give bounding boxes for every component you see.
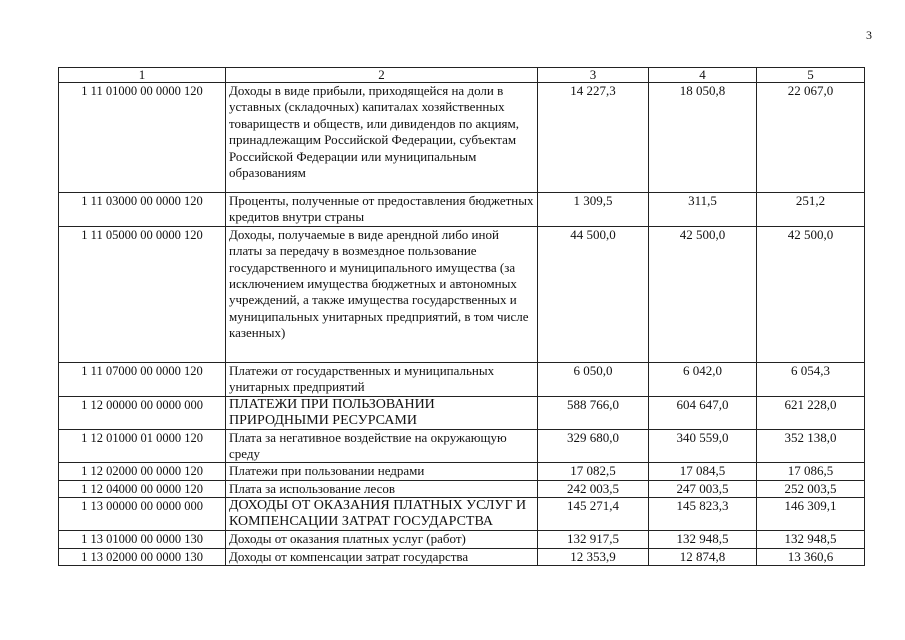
- value-col5: 251,2: [757, 193, 865, 227]
- value-col3: 132 917,5: [538, 531, 649, 548]
- value-col4: 604 647,0: [649, 396, 757, 429]
- revenue-name: Доходы в виде прибыли, приходящейся на доли в уставных (складочных) капиталах хозяйственных товариществ и обществ, или дивидендов по акциям, принадлежащим Российской Федерации, субъектам Российской Федерации или муниципальным образованиям: [226, 83, 538, 193]
- value-col4: 18 050,8: [649, 83, 757, 193]
- budget-code: 1 13 01000 00 0000 130: [59, 531, 226, 548]
- budget-revenue-table: [58, 67, 865, 566]
- budget-code: 1 11 07000 00 0000 120: [59, 362, 226, 396]
- budget-code: 1 13 02000 00 0000 130: [59, 548, 226, 565]
- budget-code: 1 12 04000 00 0000 120: [59, 480, 226, 497]
- value-col5: 17 086,5: [757, 463, 865, 480]
- budget-code: 1 12 02000 00 0000 120: [59, 463, 226, 480]
- revenue-name: Плата за негативное воздействие на окружающую среду: [226, 429, 538, 463]
- value-col5: 252 003,5: [757, 480, 865, 497]
- value-col3: 588 766,0: [538, 396, 649, 429]
- column-number-row: [59, 68, 865, 83]
- table-row: [59, 226, 865, 362]
- value-col3: 14 227,3: [538, 83, 649, 193]
- value-col3: 6 050,0: [538, 362, 649, 396]
- value-col5: 42 500,0: [757, 226, 865, 362]
- revenue-name: Доходы, получаемые в виде арендной либо иной платы за передачу в возмездное пользование государственного и муниципального имущества (за исключением имущества бюджетных и автономных учреждений, а также имущества государственных и муниципальных унитарных предприятий, в том числе казенных): [226, 226, 538, 362]
- revenue-name: Доходы от оказания платных услуг (работ): [226, 531, 538, 548]
- column-header-3: 3: [538, 68, 649, 83]
- table-row: [59, 480, 865, 497]
- revenue-name: Доходы от компенсации затрат государства: [226, 548, 538, 565]
- revenue-name: ДОХОДЫ ОТ ОКАЗАНИЯ ПЛАТНЫХ УСЛУГ И КОМПЕНСАЦИИ ЗАТРАТ ГОСУДАРСТВА: [226, 498, 538, 531]
- value-col4: 247 003,5: [649, 480, 757, 497]
- value-col4: 340 559,0: [649, 429, 757, 463]
- value-col3: 329 680,0: [538, 429, 649, 463]
- budget-code: 1 13 00000 00 0000 000: [59, 498, 226, 531]
- value-col3: 44 500,0: [538, 226, 649, 362]
- table-row: [59, 362, 865, 396]
- revenue-name: Платежи при пользовании недрами: [226, 463, 538, 480]
- value-col3: 1 309,5: [538, 193, 649, 227]
- value-col5: 22 067,0: [757, 83, 865, 193]
- value-col5: 6 054,3: [757, 362, 865, 396]
- page-number: 3: [866, 28, 872, 42]
- revenue-name: Проценты, полученные от предоставления бюджетных кредитов внутри страны: [226, 193, 538, 227]
- budget-code: 1 12 01000 01 0000 120: [59, 429, 226, 463]
- value-col5: 352 138,0: [757, 429, 865, 463]
- value-col4: 12 874,8: [649, 548, 757, 565]
- value-col4: 6 042,0: [649, 362, 757, 396]
- value-col3: 242 003,5: [538, 480, 649, 497]
- value-col5: 132 948,5: [757, 531, 865, 548]
- value-col4: 17 084,5: [649, 463, 757, 480]
- table-row: [59, 463, 865, 480]
- column-header-1: 1: [59, 68, 226, 83]
- table-row: [59, 498, 865, 531]
- budget-code: 1 11 05000 00 0000 120: [59, 226, 226, 362]
- table-row: [59, 193, 865, 227]
- value-col5: 13 360,6: [757, 548, 865, 565]
- value-col4: 132 948,5: [649, 531, 757, 548]
- value-col3: 12 353,9: [538, 548, 649, 565]
- value-col4: 42 500,0: [649, 226, 757, 362]
- budget-code: 1 11 01000 00 0000 120: [59, 83, 226, 193]
- value-col4: 145 823,3: [649, 498, 757, 531]
- budget-code: 1 11 03000 00 0000 120: [59, 193, 226, 227]
- value-col5: 146 309,1: [757, 498, 865, 531]
- value-col3: 17 082,5: [538, 463, 649, 480]
- column-header-5: 5: [757, 68, 865, 83]
- table-row: [59, 548, 865, 565]
- column-header-2: 2: [226, 68, 538, 83]
- revenue-name: Платежи от государственных и муниципальных унитарных предприятий: [226, 362, 538, 396]
- table-row: [59, 83, 865, 193]
- column-header-4: 4: [649, 68, 757, 83]
- value-col4: 311,5: [649, 193, 757, 227]
- revenue-name: ПЛАТЕЖИ ПРИ ПОЛЬЗОВАНИИ ПРИРОДНЫМИ РЕСУРСАМИ: [226, 396, 538, 429]
- table-row: [59, 429, 865, 463]
- table-row: [59, 531, 865, 548]
- value-col3: 145 271,4: [538, 498, 649, 531]
- budget-code: 1 12 00000 00 0000 000: [59, 396, 226, 429]
- value-col5: 621 228,0: [757, 396, 865, 429]
- revenue-name: Плата за использование лесов: [226, 480, 538, 497]
- table-row: [59, 396, 865, 429]
